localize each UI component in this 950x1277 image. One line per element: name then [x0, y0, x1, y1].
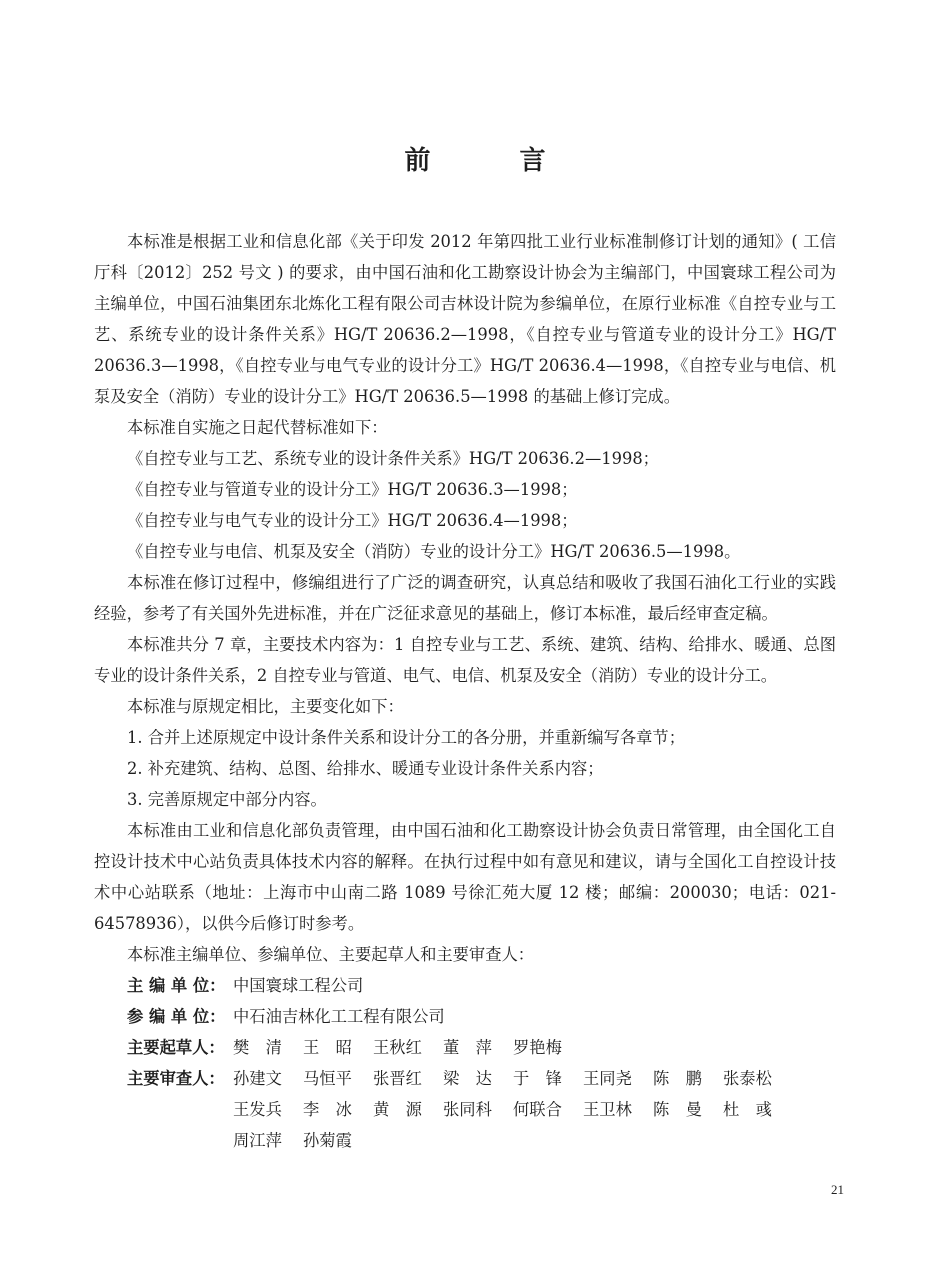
reviewer-name: 周江萍	[233, 1131, 282, 1150]
reviewer-name: 张泰松	[723, 1069, 772, 1088]
reviewers-list	[233, 1063, 836, 1156]
paragraph: 本标准与原规定相比，主要变化如下：	[127, 697, 404, 716]
paragraph: 本标准共分 7 章，主要技术内容为：1 自控专业与工艺、系统、建筑、结构、给排水、暖通、总图专业的设计条件关系，2 自控专业与管道、电气、电信、机泵及安全（消防）专业的设计分工。	[94, 635, 836, 685]
drafters-label: 主要起草人：	[127, 1038, 225, 1057]
reviewer-name: 王发兵	[233, 1100, 282, 1119]
paragraph: 本标准自实施之日起代替标准如下：	[127, 418, 388, 437]
paragraph: 本标准由工业和信息化部负责管理，由中国石油和化工勘察设计协会负责日常管理，由全国化工自控设计技术中心站负责具体技术内容的解释。在执行过程中如有意见和建议，请与全国化工自控设计技术中心站联系（地址：上海市中山南二路 1089 号徐汇苑大厦 12 楼；邮编：200030；电话：021-64578936），以供今后修订时参考。	[94, 821, 836, 933]
chief-editor-label: 主 编 单 位：	[127, 976, 226, 995]
reviewer-name: 马恒平	[303, 1069, 352, 1088]
reviewer-name: 梁 达	[443, 1069, 492, 1088]
paragraph: 本标准在修订过程中，修编组进行了广泛的调查研究，认真总结和吸收了我国石油化工行业的实践经验，参考了有关国外先进标准，并在广泛征求意见的基础上，修订本标准，最后经审查定稿。	[94, 573, 836, 623]
change-item: 1. 合并上述原规定中设计条件关系和设计分工的各分册，并重新编写各章节；	[127, 728, 685, 747]
reviewer-name: 张同科	[443, 1100, 492, 1119]
page-title: 前 言	[404, 146, 586, 176]
drafter-name: 董 萍	[443, 1038, 492, 1057]
drafter-name: 罗艳梅	[513, 1038, 562, 1057]
co-editor-value: 中石油吉林化工工程有限公司	[233, 1007, 445, 1026]
replaced-standard-item: 《自控专业与电气专业的设计分工》HG/T 20636.4—1998；	[127, 511, 578, 530]
drafter-name: 樊 清	[233, 1038, 282, 1057]
preface-body	[94, 226, 836, 1156]
page-number: 21	[831, 1182, 844, 1197]
drafter-name: 王 昭	[303, 1038, 352, 1057]
reviewer-name: 孙菊霞	[303, 1131, 352, 1150]
reviewer-name: 孙建文	[233, 1069, 282, 1088]
reviewers-row	[94, 1063, 836, 1156]
paragraph: 本标准是根据工业和信息化部《关于印发 2012 年第四批工业行业标准制修订计划的通知》( 工信厅科〔2012〕252 号文 ) 的要求，由中国石油和化工勘察设计协会为主编部门，中国寰球工程公司为主编单位，中国石油集团东北炼化工程有限公司吉林设计院为参编单位，在原行业标准《自控专业与工艺、系统专业的设计条件关系》HG/T 20636.2—1998，《自控专业与管道专业的设计分工》HG/T 20636.3—1998，《自控专业与电气专业的设计分工》HG/T 20636.4—1998，《自控专业与电信、机泵及安全（消防）专业的设计分工》HG/T 20636.5—1998 的基础上修订完成。	[94, 232, 836, 406]
reviewer-name: 王卫林	[583, 1100, 632, 1119]
co-editor-row	[94, 1001, 836, 1032]
reviewer-name: 张晋红	[373, 1069, 422, 1088]
reviewer-name: 何联合	[513, 1100, 562, 1119]
reviewer-name: 陈 曼	[653, 1100, 702, 1119]
reviewer-name: 陈 鹏	[653, 1069, 702, 1088]
reviewer-name: 王同尧	[583, 1069, 632, 1088]
change-item: 3. 完善原规定中部分内容。	[127, 790, 327, 809]
reviewer-name: 李 冰	[303, 1100, 352, 1119]
change-item: 2. 补充建筑、结构、总图、给排水、暖通专业设计条件关系内容；	[127, 759, 604, 778]
chief-editor-row	[94, 970, 836, 1001]
replaced-standard-item: 《自控专业与工艺、系统专业的设计条件关系》HG/T 20636.2—1998；	[127, 449, 659, 468]
paragraph: 本标准主编单位、参编单位、主要起草人和主要审查人：	[127, 945, 535, 964]
reviewer-name: 于 锋	[513, 1069, 562, 1088]
reviewers-label: 主要审查人：	[127, 1069, 225, 1088]
drafter-name: 王秋红	[373, 1038, 422, 1057]
reviewer-name: 黄 源	[373, 1100, 422, 1119]
drafters-list	[233, 1032, 836, 1063]
co-editor-label: 参 编 单 位：	[127, 1007, 226, 1026]
replaced-standard-item: 《自控专业与电信、机泵及安全（消防）专业的设计分工》HG/T 20636.5—1998。	[127, 542, 741, 561]
chief-editor-value: 中国寰球工程公司	[233, 976, 364, 995]
drafters-row	[94, 1032, 836, 1063]
reviewer-name: 杜 彧	[723, 1100, 772, 1119]
replaced-standard-item: 《自控专业与管道专业的设计分工》HG/T 20636.3—1998；	[127, 480, 578, 499]
